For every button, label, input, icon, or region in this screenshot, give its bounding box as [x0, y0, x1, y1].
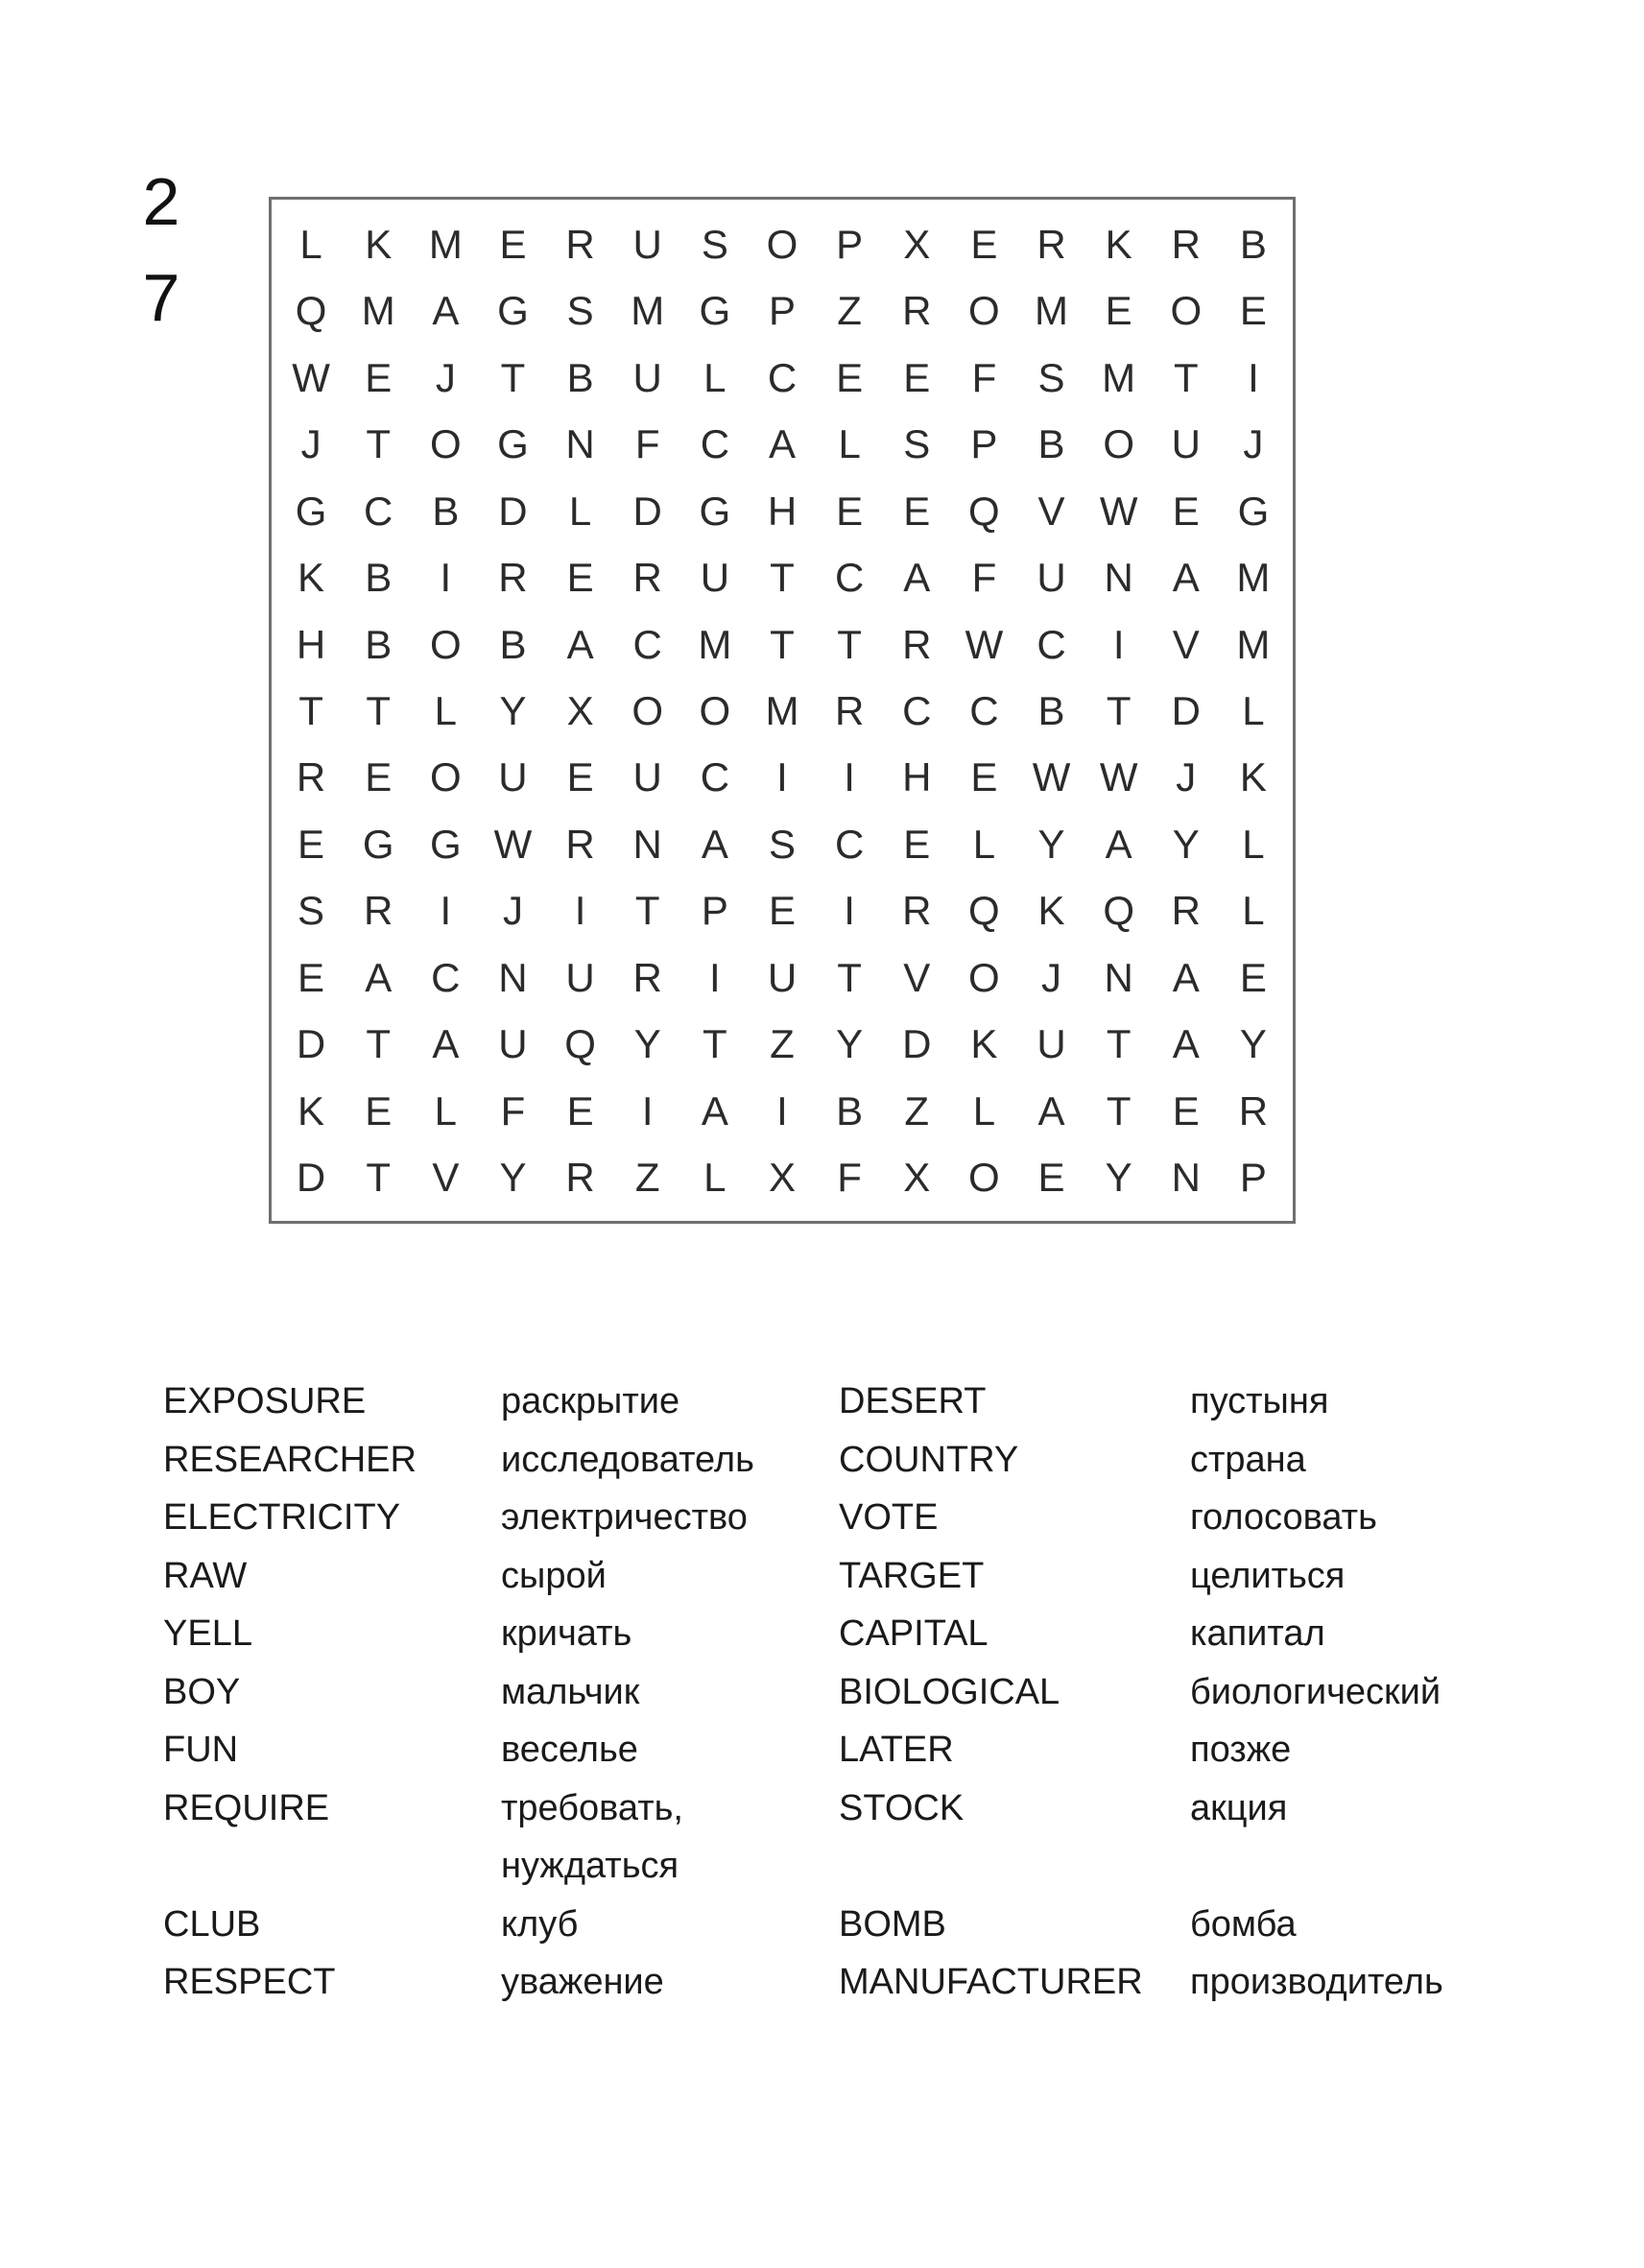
russian-translation: [1190, 1837, 1507, 1896]
grid-letter: T: [366, 1155, 392, 1201]
grid-letter: D: [498, 488, 528, 534]
grid-letter: N: [1104, 954, 1133, 1000]
grid-letter: U: [498, 1021, 528, 1067]
grid-letter: G: [1237, 488, 1270, 534]
grid-letter: L: [1242, 687, 1265, 733]
grid-letter: X: [768, 1155, 796, 1201]
grid-letter: R: [296, 754, 326, 800]
english-word: RAW: [163, 1555, 248, 1596]
word-list-row: [163, 1896, 1507, 1954]
word-list-row: [163, 1663, 1507, 1722]
grid-letter: W: [292, 354, 330, 400]
grid-letter: O: [1103, 421, 1134, 467]
grid-letter: B: [1037, 421, 1065, 467]
english-word: CAPITAL: [839, 1613, 989, 1654]
grid-letter: O: [968, 1155, 1000, 1201]
grid-letter: Y: [499, 687, 527, 733]
grid-letter: I: [709, 954, 721, 1000]
grid-letter: M: [428, 221, 463, 267]
grid-letter: M: [631, 288, 665, 334]
grid-letter: Z: [837, 288, 862, 334]
grid-letter: U: [632, 354, 662, 400]
grid-letter: M: [1236, 555, 1271, 601]
grid-letter: M: [1035, 288, 1069, 334]
russian-translation: кричать: [501, 1613, 632, 1654]
grid-letter: L: [299, 221, 322, 267]
grid-letter: C: [834, 555, 865, 601]
grid-letter: J: [435, 354, 456, 400]
grid-letter: G: [429, 821, 462, 867]
grid-letter: M: [765, 687, 799, 733]
grid-letter: E: [903, 488, 931, 534]
grid-letter: C: [834, 821, 865, 867]
grid-letter: Q: [968, 888, 1000, 934]
grid-letter: K: [298, 555, 325, 601]
grid-letter: K: [365, 221, 393, 267]
english-word: ELECTRICITY: [163, 1497, 401, 1538]
grid-letter: A: [1105, 821, 1132, 867]
grid-letter: D: [296, 1155, 326, 1201]
grid-letter: J: [1243, 421, 1264, 467]
grid-letter: T: [634, 888, 660, 934]
grid-letter: G: [295, 488, 327, 534]
grid-letter: Y: [633, 1021, 661, 1067]
grid-letter: L: [972, 1087, 996, 1134]
grid-letter: A: [701, 1087, 728, 1134]
english-word: COUNTRY: [839, 1439, 1019, 1480]
grid-letter: D: [296, 1021, 326, 1067]
grid-letter: L: [703, 1155, 727, 1201]
grid-letter: W: [1032, 754, 1071, 800]
grid-letter: S: [701, 221, 728, 267]
grid-letter: X: [903, 1155, 931, 1201]
grid-letter: E: [1037, 1155, 1065, 1201]
grid-letter: V: [1037, 488, 1065, 534]
grid-letter: R: [498, 555, 528, 601]
grid-letter: A: [432, 288, 460, 334]
grid-letter: T: [770, 555, 795, 601]
english-word: BIOLOGICAL: [839, 1671, 1060, 1712]
grid-letter: O: [968, 954, 1000, 1000]
grid-letter: E: [1239, 288, 1267, 334]
grid-letter: I: [641, 1087, 654, 1134]
grid-letter: G: [497, 288, 529, 334]
grid-letter: E: [365, 754, 393, 800]
grid-letter: L: [838, 421, 861, 467]
grid-letter: G: [699, 488, 731, 534]
word-search-grid: [272, 200, 1293, 1221]
grid-letter: U: [632, 754, 662, 800]
russian-translation: мальчик: [501, 1671, 640, 1712]
grid-letter: U: [565, 954, 595, 1000]
grid-letter: L: [703, 354, 727, 400]
grid-letter: K: [298, 1087, 325, 1134]
word-list-row: [163, 1431, 1507, 1490]
grid-letter: U: [700, 555, 730, 601]
grid-letter: N: [632, 821, 662, 867]
grid-letter: E: [566, 1087, 594, 1134]
grid-letter: U: [1036, 1021, 1066, 1067]
english-word: MANUFACTURER: [839, 1962, 1143, 2002]
grid-letter: Q: [1103, 888, 1134, 934]
grid-letter: Y: [499, 1155, 527, 1201]
grid-letter: G: [362, 821, 394, 867]
grid-letter: Y: [1105, 1155, 1132, 1201]
grid-letter: P: [701, 888, 728, 934]
grid-letter: J: [502, 888, 523, 934]
grid-letter: X: [903, 221, 931, 267]
grid-letter: M: [361, 288, 395, 334]
page-number-digit: 2: [142, 164, 180, 239]
grid-letter: W: [965, 621, 1004, 667]
grid-letter: P: [970, 421, 998, 467]
grid-letter: I: [1248, 354, 1259, 400]
grid-letter: J: [1041, 954, 1062, 1000]
grid-letter: O: [766, 221, 798, 267]
grid-letter: V: [1172, 621, 1200, 667]
grid-letter: A: [365, 954, 393, 1000]
grid-letter: A: [768, 421, 796, 467]
grid-letter: L: [434, 687, 457, 733]
grid-letter: E: [566, 754, 594, 800]
grid-letter: I: [440, 888, 452, 934]
russian-translation: пустыня: [1190, 1381, 1329, 1421]
grid-letter: P: [1239, 1155, 1267, 1201]
grid-letter: O: [429, 421, 462, 467]
russian-translation: производитель: [1190, 1962, 1443, 2002]
grid-letter: L: [972, 821, 996, 867]
russian-translation: акция: [1190, 1787, 1288, 1828]
english-word: DESERT: [839, 1381, 987, 1421]
grid-letter: B: [499, 621, 527, 667]
grid-letter: G: [497, 421, 529, 467]
grid-letter: P: [836, 221, 864, 267]
grid-letter: T: [298, 687, 323, 733]
russian-translation: электричество: [501, 1497, 748, 1538]
grid-letter: U: [632, 221, 662, 267]
grid-letter: T: [1106, 1021, 1132, 1067]
grid-letter: O: [429, 754, 462, 800]
english-word: RESPECT: [163, 1962, 336, 2002]
grid-letter: G: [699, 288, 731, 334]
grid-letter: C: [767, 354, 798, 400]
grid-letter: I: [776, 754, 788, 800]
grid-letter: B: [1037, 687, 1065, 733]
grid-letter: R: [902, 888, 932, 934]
word-list-row: [163, 1953, 1507, 2012]
russian-translation: требовать,: [501, 1787, 683, 1828]
grid-letter: A: [566, 621, 594, 667]
grid-letter: T: [1106, 687, 1132, 733]
grid-letter: E: [836, 354, 864, 400]
grid-letter: L: [1242, 821, 1265, 867]
page-number: [132, 154, 190, 346]
grid-letter: M: [1102, 354, 1136, 400]
grid-letter: U: [498, 754, 528, 800]
grid-letter: C: [700, 754, 730, 800]
english-word: STOCK: [839, 1787, 965, 1828]
word-list-row: [163, 1547, 1507, 1606]
word-list-row: [163, 1779, 1507, 1838]
grid-letter: I: [844, 754, 855, 800]
grid-letter: T: [1173, 354, 1199, 400]
russian-translation: уважение: [501, 1962, 664, 2002]
grid-letter: E: [768, 888, 796, 934]
grid-letter: J: [300, 421, 322, 467]
grid-letter: R: [902, 621, 932, 667]
grid-letter: C: [1036, 621, 1066, 667]
page-number-digit: 7: [142, 260, 180, 335]
russian-translation: исследователь: [501, 1439, 754, 1480]
grid-letter: R: [834, 687, 865, 733]
english-word: BOMB: [839, 1903, 946, 1945]
english-word: [163, 1837, 501, 1896]
grid-letter: I: [844, 888, 855, 934]
grid-letter: E: [566, 555, 594, 601]
grid-letter: R: [1171, 888, 1201, 934]
grid-letter: S: [1037, 354, 1065, 400]
english-word: [839, 1837, 1190, 1896]
grid-letter: O: [968, 288, 1000, 334]
grid-letter: T: [703, 1021, 727, 1067]
russian-translation: сырой: [501, 1555, 607, 1596]
grid-letter: U: [1036, 555, 1066, 601]
russian-translation: клуб: [501, 1903, 579, 1945]
grid-letter: C: [700, 421, 730, 467]
grid-letter: T: [366, 1021, 392, 1067]
grid-letter: Q: [564, 1021, 596, 1067]
grid-letter: R: [364, 888, 393, 934]
russian-translation: раскрытие: [501, 1381, 680, 1421]
grid-letter: T: [837, 621, 862, 667]
grid-letter: E: [1172, 488, 1200, 534]
grid-letter: C: [632, 621, 662, 667]
grid-letter: A: [903, 555, 931, 601]
grid-letter: V: [903, 954, 931, 1000]
grid-letter: R: [1238, 1087, 1269, 1134]
grid-letter: K: [1239, 754, 1267, 800]
grid-letter: T: [500, 354, 526, 400]
grid-letter: E: [970, 221, 998, 267]
grid-letter: R: [902, 288, 932, 334]
grid-letter: T: [366, 421, 392, 467]
grid-letter: I: [440, 555, 452, 601]
grid-letter: Y: [1037, 821, 1065, 867]
grid-letter: A: [1037, 1087, 1065, 1134]
grid-letter: E: [836, 488, 864, 534]
grid-letter: B: [836, 1087, 864, 1134]
grid-letter: P: [768, 288, 796, 334]
grid-letter: B: [566, 354, 594, 400]
grid-letter: C: [969, 687, 999, 733]
grid-letter: B: [1239, 221, 1267, 267]
word-list-row: [163, 1489, 1507, 1547]
grid-letter: Z: [770, 1021, 795, 1067]
grid-letter: A: [1172, 954, 1200, 1000]
grid-letter: O: [631, 687, 664, 733]
english-word: YELL: [163, 1613, 252, 1654]
grid-letter: W: [1099, 488, 1138, 534]
grid-letter: S: [768, 821, 796, 867]
grid-letter: A: [432, 1021, 460, 1067]
grid-letter: A: [1172, 1021, 1200, 1067]
word-search-grid-frame: [269, 197, 1296, 1224]
grid-letter: H: [767, 488, 798, 534]
grid-letter: R: [565, 821, 595, 867]
russian-translation: позже: [1190, 1730, 1292, 1770]
grid-letter: B: [432, 488, 460, 534]
grid-letter: K: [1037, 888, 1065, 934]
grid-letter: C: [431, 954, 461, 1000]
english-word: CLUB: [163, 1903, 261, 1945]
russian-translation: капитал: [1190, 1613, 1325, 1654]
grid-letter: T: [366, 687, 392, 733]
grid-letter: M: [1236, 621, 1271, 667]
word-list-row: [163, 1721, 1507, 1779]
grid-letter: H: [296, 621, 326, 667]
grid-letter: D: [902, 1021, 932, 1067]
grid-letter: D: [1171, 687, 1201, 733]
russian-translation: целиться: [1190, 1555, 1346, 1596]
grid-letter: B: [365, 555, 393, 601]
russian-translation: биологический: [1190, 1671, 1441, 1712]
russian-translation: страна: [1190, 1439, 1306, 1480]
english-word: LATER: [839, 1730, 954, 1770]
grid-letter: Y: [836, 1021, 864, 1067]
grid-letter: R: [632, 555, 662, 601]
english-word: EXPOSURE: [163, 1381, 367, 1421]
english-word: RESEARCHER: [163, 1439, 417, 1480]
grid-letter: R: [1036, 221, 1066, 267]
english-word: REQUIRE: [163, 1787, 330, 1828]
russian-translation: веселье: [501, 1730, 638, 1770]
grid-letter: R: [1171, 221, 1201, 267]
grid-letter: A: [1172, 555, 1200, 601]
grid-letter: Z: [634, 1155, 660, 1201]
grid-letter: S: [903, 421, 931, 467]
english-word: VOTE: [839, 1497, 939, 1538]
grid-letter: L: [1242, 888, 1265, 934]
grid-letter: T: [770, 621, 795, 667]
grid-letter: Y: [1239, 1021, 1267, 1067]
grid-letter: O: [1170, 288, 1203, 334]
grid-letter: F: [971, 555, 997, 601]
grid-letter: I: [1112, 621, 1125, 667]
grid-letter: U: [767, 954, 798, 1000]
grid-letter: F: [837, 1155, 862, 1201]
grid-letter: J: [1176, 754, 1197, 800]
grid-letter: R: [632, 954, 662, 1000]
russian-translation: голосовать: [1190, 1497, 1377, 1538]
grid-letter: X: [566, 687, 594, 733]
grid-letter: E: [1105, 288, 1132, 334]
grid-letter: N: [1104, 555, 1133, 601]
grid-letter: E: [298, 954, 325, 1000]
grid-letter: E: [970, 754, 998, 800]
grid-letter: N: [1171, 1155, 1201, 1201]
grid-letter: O: [429, 621, 462, 667]
grid-letter: I: [574, 888, 586, 934]
grid-letter: Q: [295, 288, 327, 334]
grid-letter: B: [365, 621, 393, 667]
grid-letter: C: [364, 488, 393, 534]
grid-letter: V: [432, 1155, 460, 1201]
grid-letter: R: [565, 1155, 595, 1201]
grid-letter: A: [701, 821, 728, 867]
grid-letter: E: [903, 821, 931, 867]
grid-letter: R: [565, 221, 595, 267]
grid-letter: K: [970, 1021, 998, 1067]
grid-letter: E: [298, 821, 325, 867]
grid-letter: D: [632, 488, 662, 534]
grid-letter: S: [298, 888, 325, 934]
word-list-row: [163, 1373, 1507, 1431]
english-word: BOY: [163, 1671, 241, 1712]
grid-letter: W: [1099, 754, 1138, 800]
grid-letter: O: [699, 687, 731, 733]
russian-translation: бомба: [1190, 1903, 1297, 1945]
grid-letter: E: [903, 354, 931, 400]
grid-letter: Y: [1172, 821, 1200, 867]
grid-letter: T: [837, 954, 862, 1000]
grid-letter: F: [971, 354, 997, 400]
grid-letter: L: [568, 488, 592, 534]
grid-letter: F: [634, 421, 660, 467]
english-word: FUN: [163, 1730, 239, 1770]
grid-letter: F: [500, 1087, 526, 1134]
grid-letter: E: [365, 354, 393, 400]
grid-letter: E: [499, 221, 527, 267]
grid-letter: I: [776, 1087, 788, 1134]
grid-letter: U: [1171, 421, 1201, 467]
grid-letter: H: [902, 754, 932, 800]
grid-letter: K: [1105, 221, 1132, 267]
grid-letter: N: [498, 954, 528, 1000]
grid-letter: E: [1172, 1087, 1200, 1134]
grid-letter: E: [365, 1087, 393, 1134]
russian-translation: нуждаться: [501, 1846, 679, 1886]
grid-letter: C: [902, 687, 932, 733]
grid-letter: L: [434, 1087, 457, 1134]
grid-letter: M: [698, 621, 732, 667]
grid-letter: N: [565, 421, 595, 467]
word-list-row: [163, 1605, 1507, 1663]
grid-letter: S: [566, 288, 594, 334]
word-list-row: [163, 1837, 1507, 1896]
grid-letter: Z: [904, 1087, 930, 1134]
grid-letter: T: [1106, 1087, 1132, 1134]
english-word: TARGET: [839, 1555, 985, 1596]
word-list: [163, 1373, 1507, 2012]
grid-letter: Q: [968, 488, 1000, 534]
grid-letter: W: [493, 821, 533, 867]
grid-letter: E: [1239, 954, 1267, 1000]
